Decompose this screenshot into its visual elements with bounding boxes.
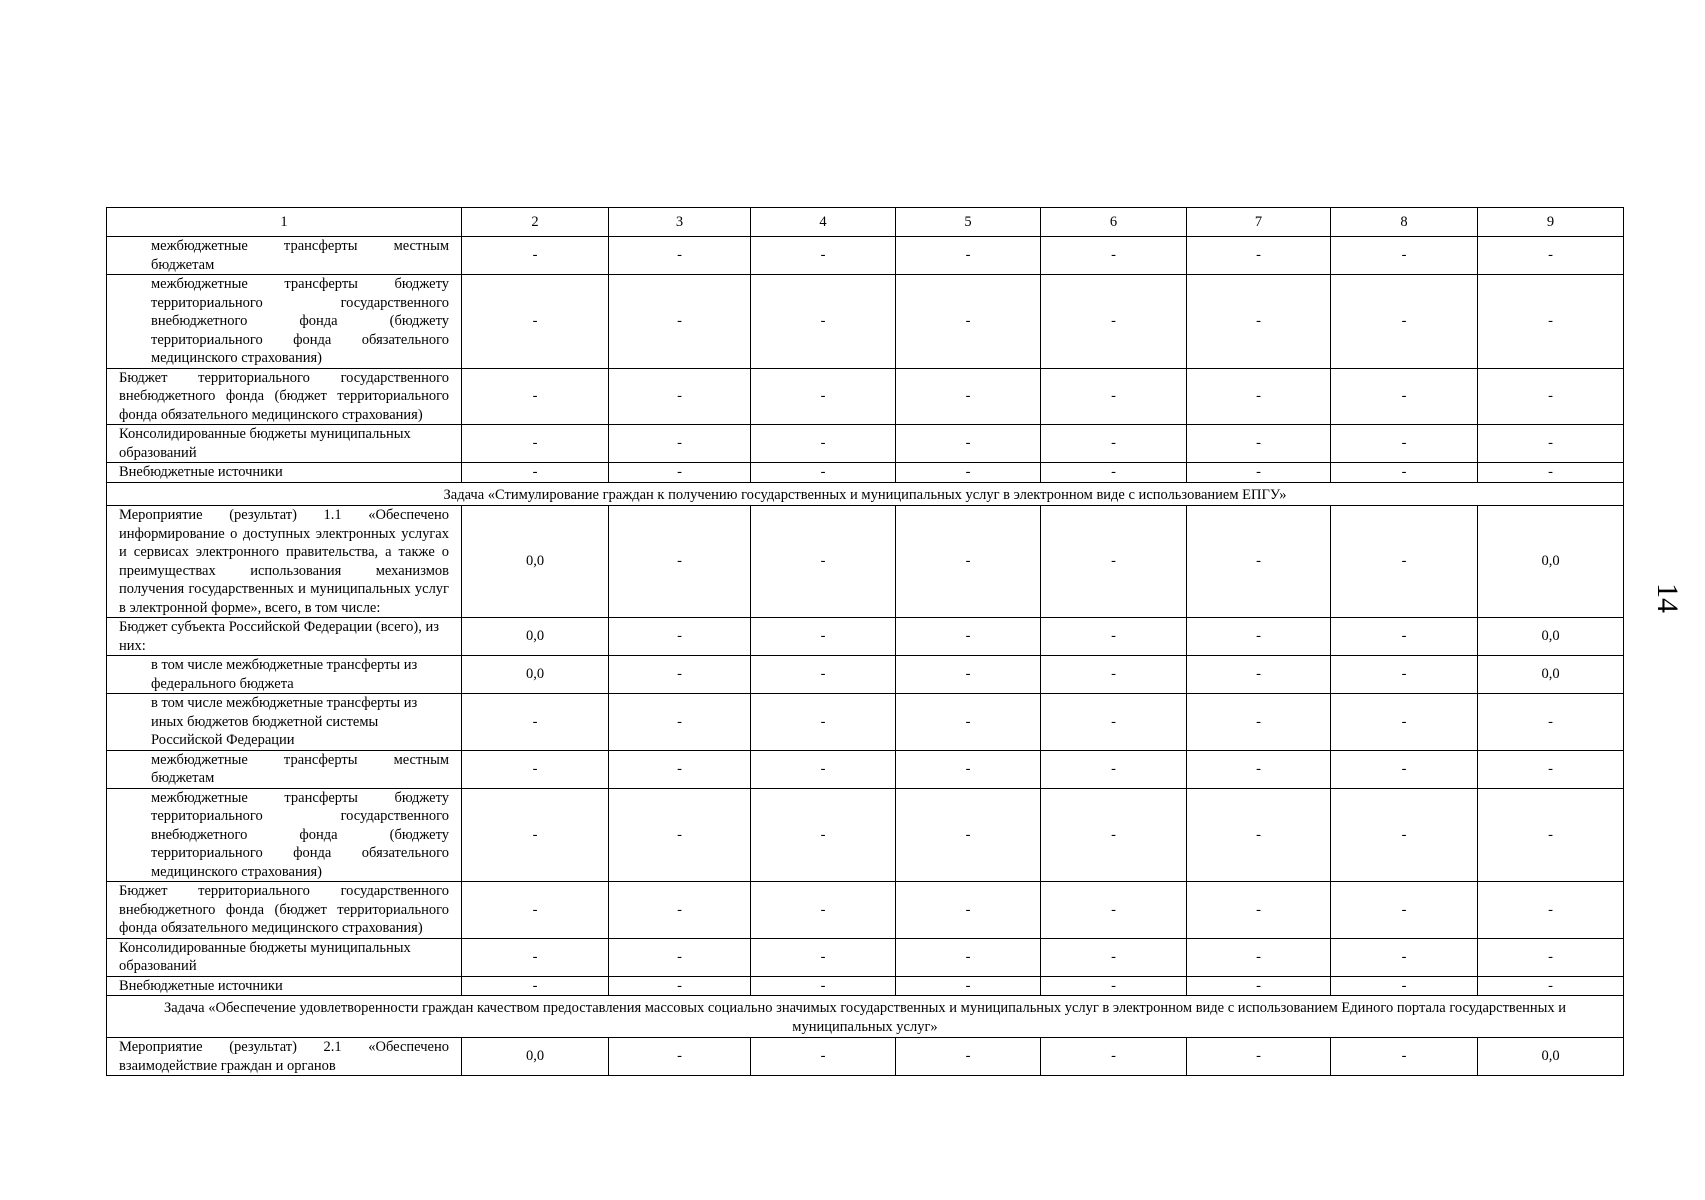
value-cell-col-6: - (1041, 938, 1187, 976)
value-cell-col-6: - (1041, 506, 1187, 618)
value-cell-col-3: - (609, 618, 751, 656)
value-cell-col-6: - (1041, 425, 1187, 463)
value-cell-col-8: - (1331, 656, 1478, 694)
budget-table (106, 207, 1624, 1076)
value-cell-col-9: 0,0 (1478, 656, 1624, 694)
task-title: Задача «Обеспечение удовлетворенности граждан качеством предоставления массовых социально значимых государственных и муниципальных услуг в электронном виде с использованием Единого портала государственных и муниципальных услуг» (107, 996, 1624, 1038)
column-number-4: 4 (751, 208, 896, 237)
table-row (107, 788, 1624, 882)
value-cell-col-3: - (609, 425, 751, 463)
value-cell-col-6: - (1041, 275, 1187, 369)
value-cell-col-9: - (1478, 694, 1624, 751)
row-label: Бюджет субъекта Российской Федерации (всего), из них: (107, 618, 462, 656)
value-cell-col-6: - (1041, 618, 1187, 656)
value-cell-col-3: - (609, 882, 751, 939)
value-cell-col-6: - (1041, 463, 1187, 483)
value-cell-col-6: - (1041, 976, 1187, 996)
value-cell-col-3: - (609, 656, 751, 694)
value-cell-col-4: - (751, 237, 896, 275)
value-cell-col-6: - (1041, 750, 1187, 788)
value-cell-col-4: - (751, 425, 896, 463)
value-cell-col-2: - (462, 882, 609, 939)
value-cell-col-8: - (1331, 788, 1478, 882)
row-label: Мероприятие (результат) 2.1 «Обеспечено взаимодействие граждан и органов (107, 1038, 462, 1076)
column-number-7: 7 (1187, 208, 1331, 237)
row-label: межбюджетные трансферты бюджету территориального государственного внебюджетного фонда (бюджету территориального фонда обязательного медицинского страхования) (107, 275, 462, 369)
value-cell-col-3: - (609, 694, 751, 751)
table-row (107, 938, 1624, 976)
value-cell-col-7: - (1187, 656, 1331, 694)
table-row (107, 506, 1624, 618)
column-number-6: 6 (1041, 208, 1187, 237)
value-cell-col-2: 0,0 (462, 1038, 609, 1076)
value-cell-col-2: 0,0 (462, 618, 609, 656)
value-cell-col-6: - (1041, 1038, 1187, 1076)
row-label: Внебюджетные источники (107, 463, 462, 483)
value-cell-col-2: - (462, 425, 609, 463)
value-cell-col-8: - (1331, 463, 1478, 483)
table-row (107, 275, 1624, 369)
row-label: в том числе межбюджетные трансферты из иных бюджетов бюджетной системы Российской Федерации (107, 694, 462, 751)
row-label: Бюджет территориального государственного внебюджетного фонда (бюджет территориального фонда обязательного медицинского страхования) (107, 368, 462, 425)
table-row (107, 750, 1624, 788)
value-cell-col-7: - (1187, 694, 1331, 751)
table-row (107, 463, 1624, 483)
value-cell-col-5: - (896, 750, 1041, 788)
value-cell-col-8: - (1331, 618, 1478, 656)
value-cell-col-7: - (1187, 882, 1331, 939)
value-cell-col-5: - (896, 425, 1041, 463)
value-cell-col-8: - (1331, 882, 1478, 939)
value-cell-col-2: - (462, 275, 609, 369)
table-body (107, 208, 1624, 1076)
value-cell-col-5: - (896, 788, 1041, 882)
value-cell-col-5: - (896, 275, 1041, 369)
value-cell-col-7: - (1187, 618, 1331, 656)
value-cell-col-4: - (751, 694, 896, 751)
value-cell-col-9: - (1478, 463, 1624, 483)
value-cell-col-6: - (1041, 882, 1187, 939)
column-number-9: 9 (1478, 208, 1624, 237)
table-row (107, 882, 1624, 939)
column-number-3: 3 (609, 208, 751, 237)
value-cell-col-2: - (462, 788, 609, 882)
column-number-row (107, 208, 1624, 237)
value-cell-col-7: - (1187, 275, 1331, 369)
value-cell-col-8: - (1331, 275, 1478, 369)
value-cell-col-9: - (1478, 368, 1624, 425)
value-cell-col-8: - (1331, 938, 1478, 976)
page-number: 14 (1651, 583, 1684, 613)
table-row (107, 368, 1624, 425)
value-cell-col-8: - (1331, 694, 1478, 751)
value-cell-col-4: - (751, 656, 896, 694)
value-cell-col-7: - (1187, 750, 1331, 788)
value-cell-col-9: - (1478, 425, 1624, 463)
value-cell-col-2: - (462, 463, 609, 483)
value-cell-col-2: 0,0 (462, 506, 609, 618)
column-number-8: 8 (1331, 208, 1478, 237)
table-row (107, 656, 1624, 694)
value-cell-col-9: - (1478, 788, 1624, 882)
value-cell-col-8: - (1331, 1038, 1478, 1076)
value-cell-col-4: - (751, 463, 896, 483)
value-cell-col-3: - (609, 463, 751, 483)
value-cell-col-3: - (609, 368, 751, 425)
value-cell-col-3: - (609, 976, 751, 996)
budget-table-sheet (106, 207, 1623, 1076)
value-cell-col-3: - (609, 750, 751, 788)
row-label: Консолидированные бюджеты муниципальных образований (107, 425, 462, 463)
value-cell-col-8: - (1331, 506, 1478, 618)
column-number-2: 2 (462, 208, 609, 237)
value-cell-col-3: - (609, 237, 751, 275)
table-row (107, 694, 1624, 751)
value-cell-col-9: - (1478, 882, 1624, 939)
value-cell-col-9: 0,0 (1478, 1038, 1624, 1076)
value-cell-col-7: - (1187, 368, 1331, 425)
value-cell-col-2: 0,0 (462, 656, 609, 694)
value-cell-col-4: - (751, 1038, 896, 1076)
value-cell-col-7: - (1187, 938, 1331, 976)
value-cell-col-6: - (1041, 656, 1187, 694)
value-cell-col-5: - (896, 618, 1041, 656)
value-cell-col-4: - (751, 976, 896, 996)
value-cell-col-5: - (896, 237, 1041, 275)
table-row (107, 976, 1624, 996)
value-cell-col-3: - (609, 788, 751, 882)
value-cell-col-5: - (896, 694, 1041, 751)
value-cell-col-6: - (1041, 368, 1187, 425)
table-row (107, 618, 1624, 656)
row-label: Бюджет территориального государственного внебюджетного фонда (бюджет территориального фонда обязательного медицинского страхования) (107, 882, 462, 939)
value-cell-col-9: - (1478, 237, 1624, 275)
value-cell-col-7: - (1187, 788, 1331, 882)
value-cell-col-3: - (609, 275, 751, 369)
value-cell-col-5: - (896, 1038, 1041, 1076)
value-cell-col-2: - (462, 938, 609, 976)
task-row (107, 996, 1624, 1038)
value-cell-col-9: - (1478, 976, 1624, 996)
value-cell-col-4: - (751, 275, 896, 369)
value-cell-col-5: - (896, 463, 1041, 483)
value-cell-col-7: - (1187, 976, 1331, 996)
value-cell-col-5: - (896, 882, 1041, 939)
value-cell-col-7: - (1187, 425, 1331, 463)
column-number-5: 5 (896, 208, 1041, 237)
value-cell-col-7: - (1187, 1038, 1331, 1076)
value-cell-col-4: - (751, 368, 896, 425)
row-label: межбюджетные трансферты местным бюджетам (107, 750, 462, 788)
row-label: Внебюджетные источники (107, 976, 462, 996)
value-cell-col-8: - (1331, 976, 1478, 996)
value-cell-col-8: - (1331, 425, 1478, 463)
row-label: в том числе межбюджетные трансферты из федерального бюджета (107, 656, 462, 694)
value-cell-col-3: - (609, 938, 751, 976)
value-cell-col-7: - (1187, 463, 1331, 483)
task-title: Задача «Стимулирование граждан к получению государственных и муниципальных услуг в электронном виде с использованием ЕПГУ» (107, 482, 1624, 506)
row-label: Мероприятие (результат) 1.1 «Обеспечено информирование о доступных электронных услугах и сервисах электронного правительства, а также о преимуществах использования механизмов получения государственных и муниципальных услуг в электронной форме», всего, в том числе: (107, 506, 462, 618)
value-cell-col-7: - (1187, 506, 1331, 618)
value-cell-col-9: - (1478, 750, 1624, 788)
value-cell-col-9: 0,0 (1478, 618, 1624, 656)
value-cell-col-4: - (751, 618, 896, 656)
table-row (107, 237, 1624, 275)
value-cell-col-3: - (609, 1038, 751, 1076)
column-number-1: 1 (107, 208, 462, 237)
value-cell-col-4: - (751, 938, 896, 976)
value-cell-col-2: - (462, 694, 609, 751)
value-cell-col-4: - (751, 750, 896, 788)
value-cell-col-5: - (896, 368, 1041, 425)
value-cell-col-8: - (1331, 368, 1478, 425)
value-cell-col-4: - (751, 882, 896, 939)
row-label: межбюджетные трансферты бюджету территориального государственного внебюджетного фонда (бюджету территориального фонда обязательного медицинского страхования) (107, 788, 462, 882)
value-cell-col-8: - (1331, 237, 1478, 275)
value-cell-col-9: 0,0 (1478, 506, 1624, 618)
row-label: Консолидированные бюджеты муниципальных образований (107, 938, 462, 976)
value-cell-col-9: - (1478, 275, 1624, 369)
value-cell-col-2: - (462, 750, 609, 788)
value-cell-col-8: - (1331, 750, 1478, 788)
table-row (107, 425, 1624, 463)
table-row (107, 1038, 1624, 1076)
value-cell-col-6: - (1041, 237, 1187, 275)
value-cell-col-6: - (1041, 694, 1187, 751)
task-row (107, 482, 1624, 506)
value-cell-col-4: - (751, 506, 896, 618)
value-cell-col-3: - (609, 506, 751, 618)
value-cell-col-9: - (1478, 938, 1624, 976)
value-cell-col-6: - (1041, 788, 1187, 882)
value-cell-col-2: - (462, 976, 609, 996)
value-cell-col-7: - (1187, 237, 1331, 275)
value-cell-col-5: - (896, 976, 1041, 996)
value-cell-col-5: - (896, 506, 1041, 618)
value-cell-col-2: - (462, 368, 609, 425)
row-label: межбюджетные трансферты местным бюджетам (107, 237, 462, 275)
value-cell-col-4: - (751, 788, 896, 882)
value-cell-col-5: - (896, 656, 1041, 694)
value-cell-col-2: - (462, 237, 609, 275)
value-cell-col-5: - (896, 938, 1041, 976)
